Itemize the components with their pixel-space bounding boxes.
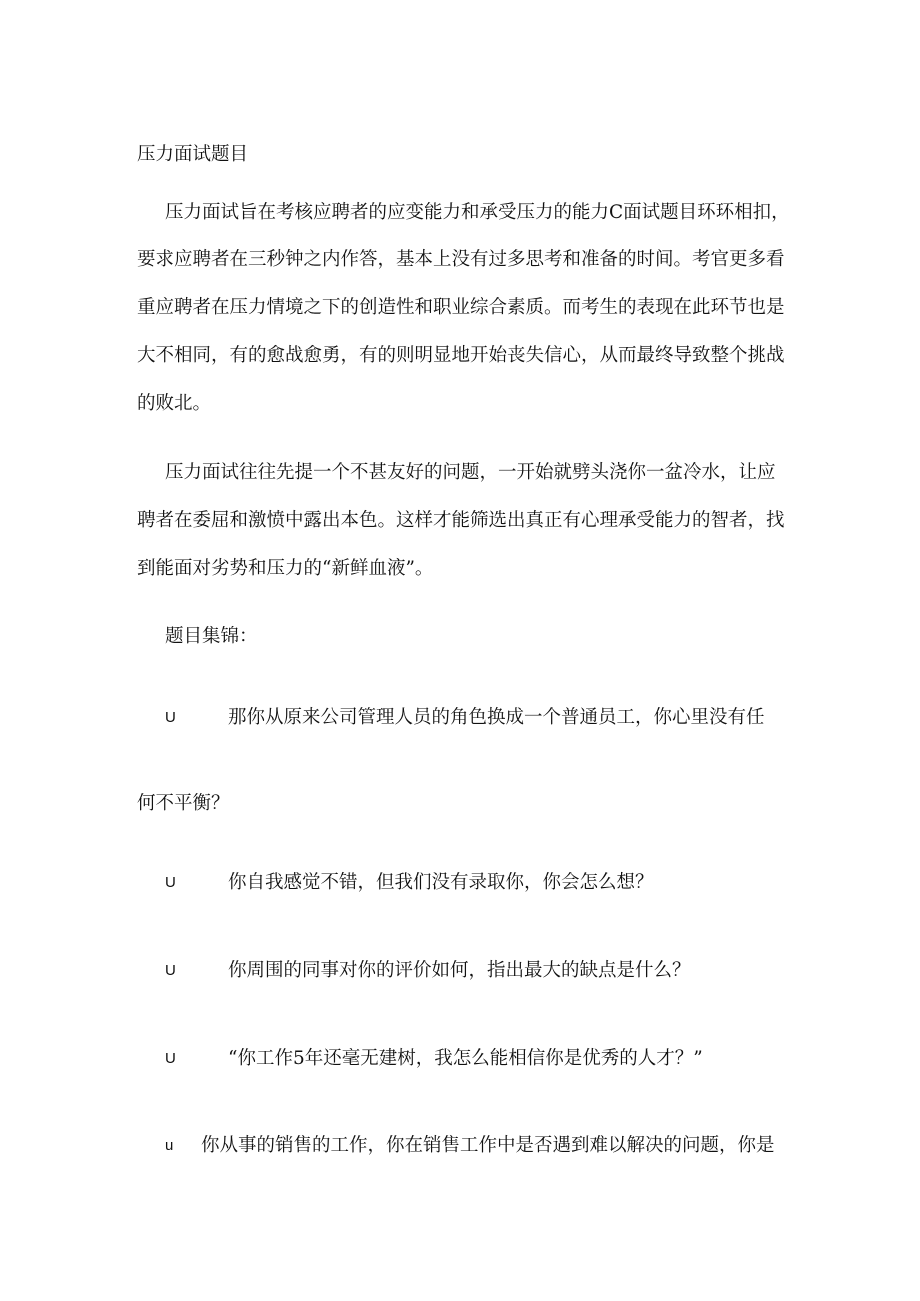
question-1-line-1: 那你从原来公司管理人员的角色换成一个普通员工，你心里没有任	[228, 707, 765, 728]
para2-line-3: 到能面对劣势和压力的“新鲜血液”。	[137, 558, 434, 579]
intro-line-2: 要求应聘者在三秒钟之内作答，基本上没有过多思考和准备的时间。考官更多看	[137, 249, 785, 270]
intro-line-1: 压力面试旨在考核应聘者的应变能力和承受压力的能力C面试题目环环相扣，	[165, 202, 790, 223]
para2-line-1: 压力面试往往先提一个不甚友好的问题，一开始就劈头浇你一盆冷水，让应	[165, 462, 776, 483]
intro-line-3: 重应聘者在压力情境之下的创造性和职业综合素质。而考生的表现在此环节也是	[137, 297, 785, 318]
intro-line-5: 的败北。	[137, 393, 212, 414]
doc-title: 压力面试题目	[137, 144, 249, 165]
question-2-text: 你自我感觉不错，但我们没有录取你，你会怎么想？	[228, 872, 654, 893]
question-marker: U	[165, 1050, 176, 1067]
question-marker: U	[165, 962, 176, 979]
question-marker: U	[165, 709, 176, 726]
question-3-text: 你周围的同事对你的评价如何，指出最大的缺点是什么？	[228, 960, 691, 981]
section-heading: 题目集锦：	[165, 626, 258, 647]
intro-line-4: 大不相同，有的愈战愈勇，有的则明显地开始丧失信心，从而最终导致整个挑战	[137, 345, 785, 366]
question-4-text: “你工作5年还毫无建树，我怎么能相信你是优秀的人才？”	[228, 1048, 703, 1069]
para2-line-2: 聘者在委屈和激愤中露出本色。这样才能筛选出真正有心理承受能力的智者，找	[137, 510, 785, 531]
question-5-text: 你从事的销售的工作，你在销售工作中是否遇到难以解决的问题，你是	[201, 1135, 775, 1156]
question-marker: u	[165, 1137, 174, 1154]
question-marker: U	[165, 874, 176, 891]
question-1-line-2: 何不平衡？	[137, 793, 230, 814]
